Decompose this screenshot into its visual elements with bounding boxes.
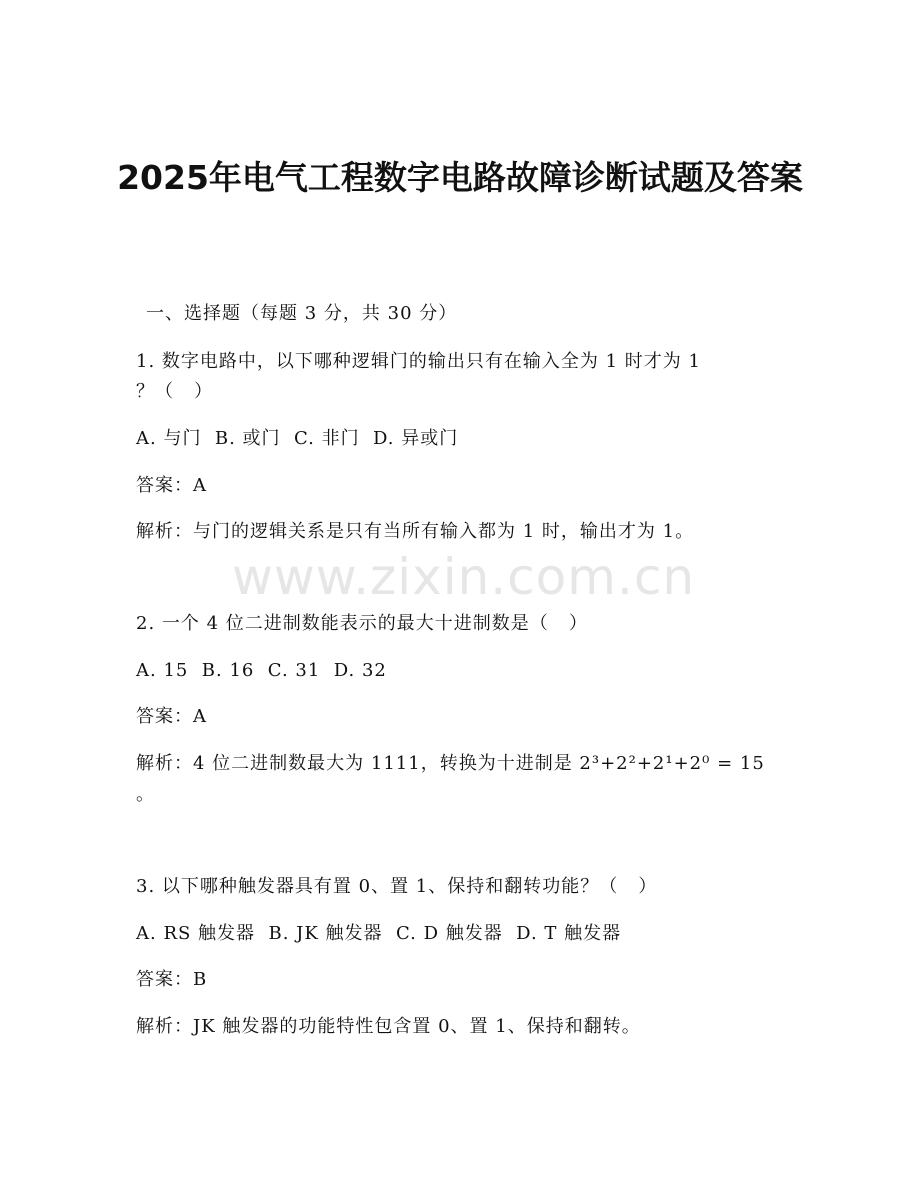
question-3-stem: 3. 以下哪种触发器具有置 0、置 1、保持和翻转功能？（ ） — [136, 876, 658, 897]
question-3-options: A. RS 触发器 B. JK 触发器 C. D 触发器 D. T 触发器 — [136, 923, 622, 944]
question-3-answer: 答案：B — [136, 969, 208, 990]
question-2-stem: 2. 一个 4 位二进制数能表示的最大十进制数是（ ） — [136, 613, 588, 634]
question-1-options: A. 与门 B. 或门 C. 非门 D. 异或门 — [136, 428, 459, 449]
question-1-answer: 答案：A — [136, 475, 207, 496]
question-2-options: A. 15 B. 16 C. 31 D. 32 — [136, 660, 387, 681]
question-1-analysis: 解析：与门的逻辑关系是只有当所有输入都为 1 时，输出才为 1。 — [136, 521, 695, 542]
question-2-analysis-continued: 。 — [136, 784, 155, 805]
question-2-answer: 答案：A — [136, 706, 207, 727]
question-3-analysis: 解析：JK 触发器的功能特性包含置 0、置 1、保持和翻转。 — [136, 1016, 641, 1037]
document-title: 2025年电气工程数字电路故障诊断试题及答案 — [117, 158, 803, 197]
question-1-stem: 1. 数字电路中，以下哪种逻辑门的输出只有在输入全为 1 时才为 1 — [136, 351, 701, 372]
question-2-analysis: 解析：4 位二进制数最大为 1111，转换为十进制是 2³+2²+2¹+2⁰ = 15 — [136, 753, 765, 774]
question-1-stem-continued: ？（ ） — [136, 381, 214, 402]
section-heading: 一、选择题（每题 3 分，共 30 分） — [146, 303, 458, 324]
watermark: www.zixin.com.cn — [232, 548, 696, 606]
